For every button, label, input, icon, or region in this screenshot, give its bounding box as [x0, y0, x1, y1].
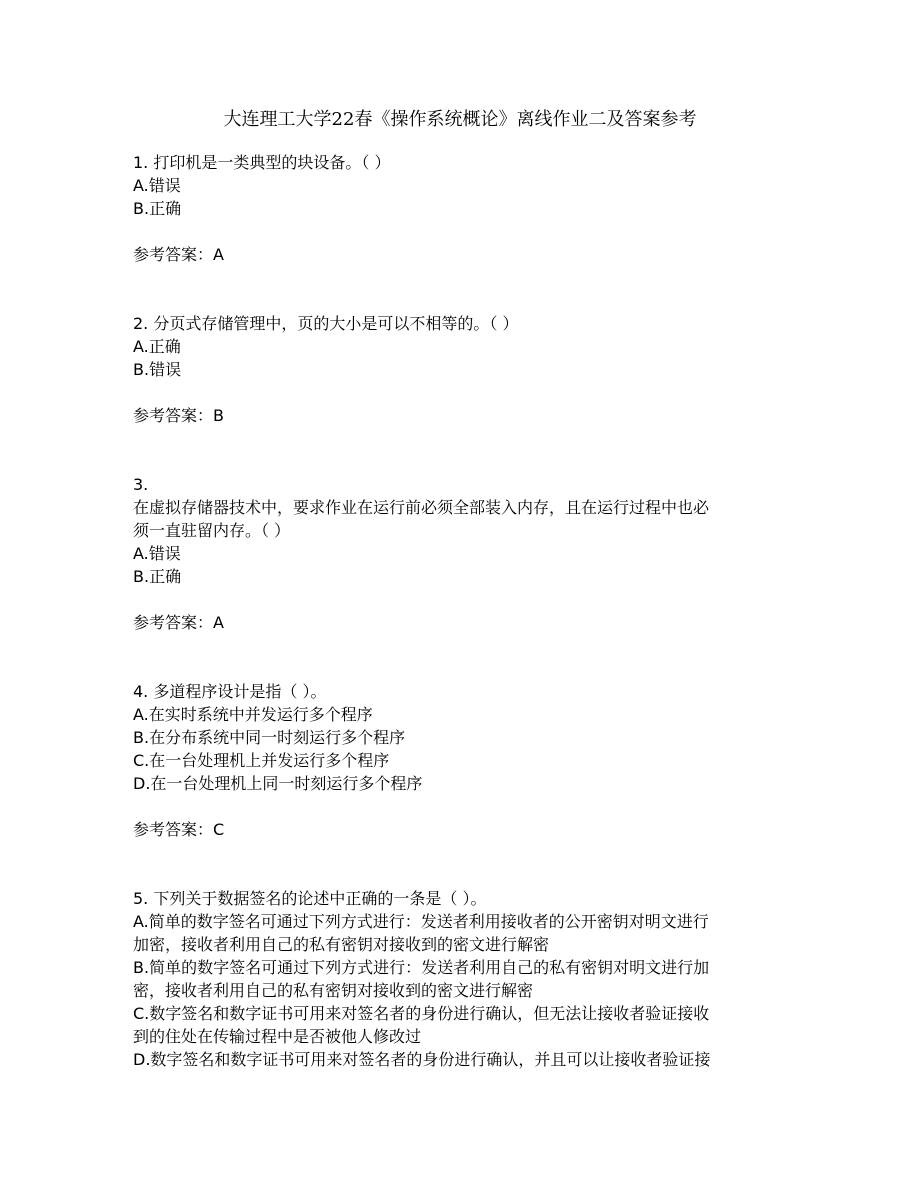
question-3-number: 3.: [133, 475, 149, 494]
question-2-answer: 参考答案：B: [133, 406, 224, 425]
question-3-stem-line-1: 在虚拟存储器技术中，要求作业在运行前必须全部装入内存，且在运行过程中也必: [133, 498, 710, 517]
question-5-option-b-line-1: B.简单的数字签名可通过下列方式进行：发送者利用自己的私有密钥对明文进行加: [133, 958, 710, 977]
question-5-option-a-line-1: A.简单的数字签名可通过下列方式进行：发送者利用接收者的公开密钥对明文进行: [133, 912, 709, 931]
document-title: 大连理工大学22春《操作系统概论》离线作业二及答案参考: [223, 109, 697, 130]
question-1: [133, 151, 793, 312]
question-5-stem: 5. 下列关于数据签名的论述中正确的一条是（ ）。: [133, 889, 487, 908]
question-4-option-a: A.在实时系统中并发运行多个程序: [133, 705, 373, 724]
question-4-option-c: C.在一台处理机上并发运行多个程序: [133, 751, 390, 770]
question-1-option-a: A.错误: [133, 176, 181, 195]
question-2-option-a: A.正确: [133, 337, 181, 356]
question-list: [133, 151, 793, 1071]
question-1-answer: 参考答案：A: [133, 245, 224, 264]
question-3-option-a: A.错误: [133, 544, 181, 563]
question-3-answer: 参考答案：A: [133, 613, 224, 632]
question-1-stem: 1. 打印机是一类典型的块设备。（ ）: [133, 153, 391, 172]
question-4-stem: 4. 多道程序设计是指（ ）。: [133, 682, 327, 701]
question-5-option-c-line-1: C.数字签名和数字证书可用来对签名者的身份进行确认，但无法让接收者验证接收: [133, 1004, 710, 1023]
question-5-option-a-line-2: 加密，接收者利用自己的私有密钥对接收到的密文进行解密: [133, 935, 550, 954]
question-5-option-d-line-1: D.数字签名和数字证书可用来对签名者的身份进行确认，并且可以让接收者验证接: [133, 1050, 711, 1069]
question-3: [133, 473, 793, 680]
question-4: [133, 680, 793, 887]
question-2-option-b: B.错误: [133, 360, 182, 379]
question-3-option-b: B.正确: [133, 567, 182, 586]
question-5-option-b-line-2: 密，接收者利用自己的私有密钥对接收到的密文进行解密: [133, 981, 534, 1000]
question-2: [133, 312, 793, 473]
question-5-option-c-line-2: 到的住处在传输过程中是否被他人修改过: [133, 1027, 422, 1046]
question-2-stem: 2. 分页式存储管理中，页的大小是可以不相等的。（ ）: [133, 314, 519, 333]
question-4-option-b: B.在分布系统中同一时刻运行多个程序: [133, 728, 406, 747]
question-5: [133, 887, 793, 1071]
question-1-option-b: B.正确: [133, 199, 182, 218]
question-3-stem-line-2: 须一直驻留内存。（ ）: [133, 521, 291, 540]
question-4-option-d: D.在一台处理机上同一时刻运行多个程序: [133, 774, 423, 793]
question-4-answer: 参考答案：C: [133, 820, 225, 839]
